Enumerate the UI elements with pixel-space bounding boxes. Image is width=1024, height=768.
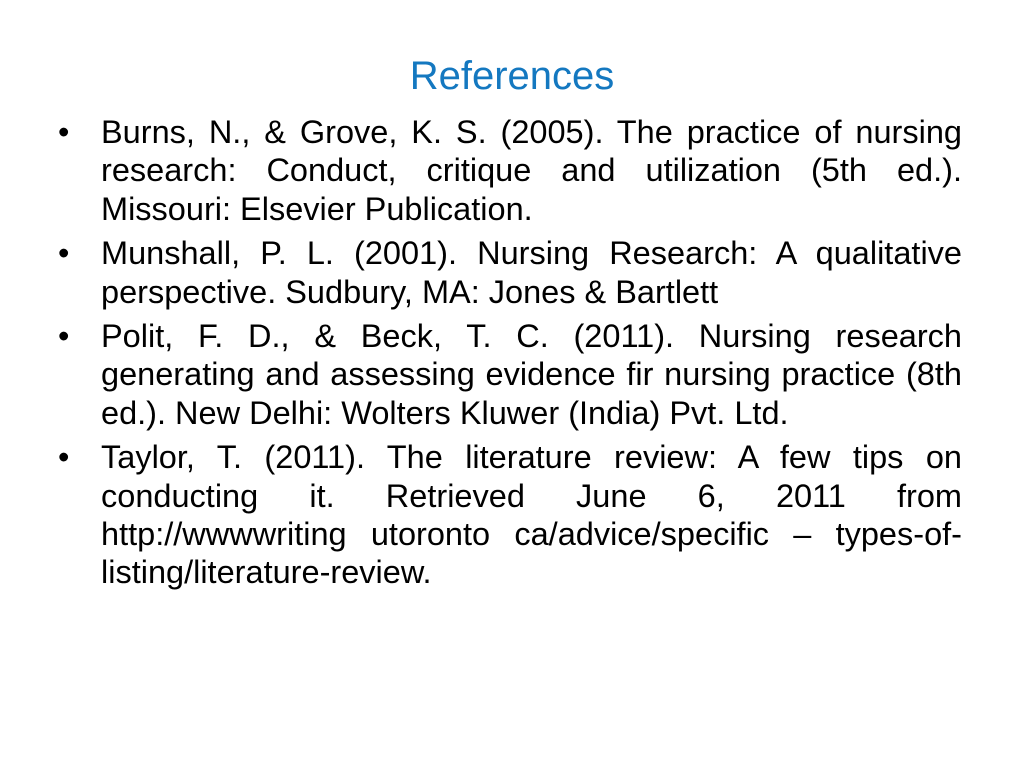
reference-item bbox=[56, 113, 962, 228]
bullet-icon: • bbox=[58, 114, 70, 150]
reference-list bbox=[56, 113, 962, 598]
reference-item bbox=[56, 234, 962, 311]
reference-item bbox=[56, 317, 962, 432]
bullet-icon: • bbox=[58, 318, 70, 355]
reference-item bbox=[56, 438, 962, 592]
reference-text: Taylor, T. (2011). The literature review: A few tips on conducting it. Retrieved June 6, 2011 from http://wwwwriting utoronto ca/advice/specific – types-of-listing/literature-review. bbox=[101, 439, 962, 591]
bullet-icon: • bbox=[58, 439, 70, 476]
reference-text: Burns, N., & Grove, K. S. (2005). The practice of nursing research: Conduct, critique and utilization (5th ed.). Missouri: Elsevier Publication. bbox=[101, 114, 962, 227]
reference-text: Polit, F. D., & Beck, T. C. (2011). Nursing research generating and assessing evidence fir nursing practice (8th ed.). New Delhi: Wolters Kluwer (India) Pvt. Ltd. bbox=[101, 318, 962, 431]
slide-title: References bbox=[409, 54, 615, 98]
bullet-icon: • bbox=[58, 235, 70, 272]
reference-text: Munshall, P. L. (2001). Nursing Research: A qualitative perspective. Sudbury, MA: Jones & Bartlett bbox=[101, 235, 962, 310]
